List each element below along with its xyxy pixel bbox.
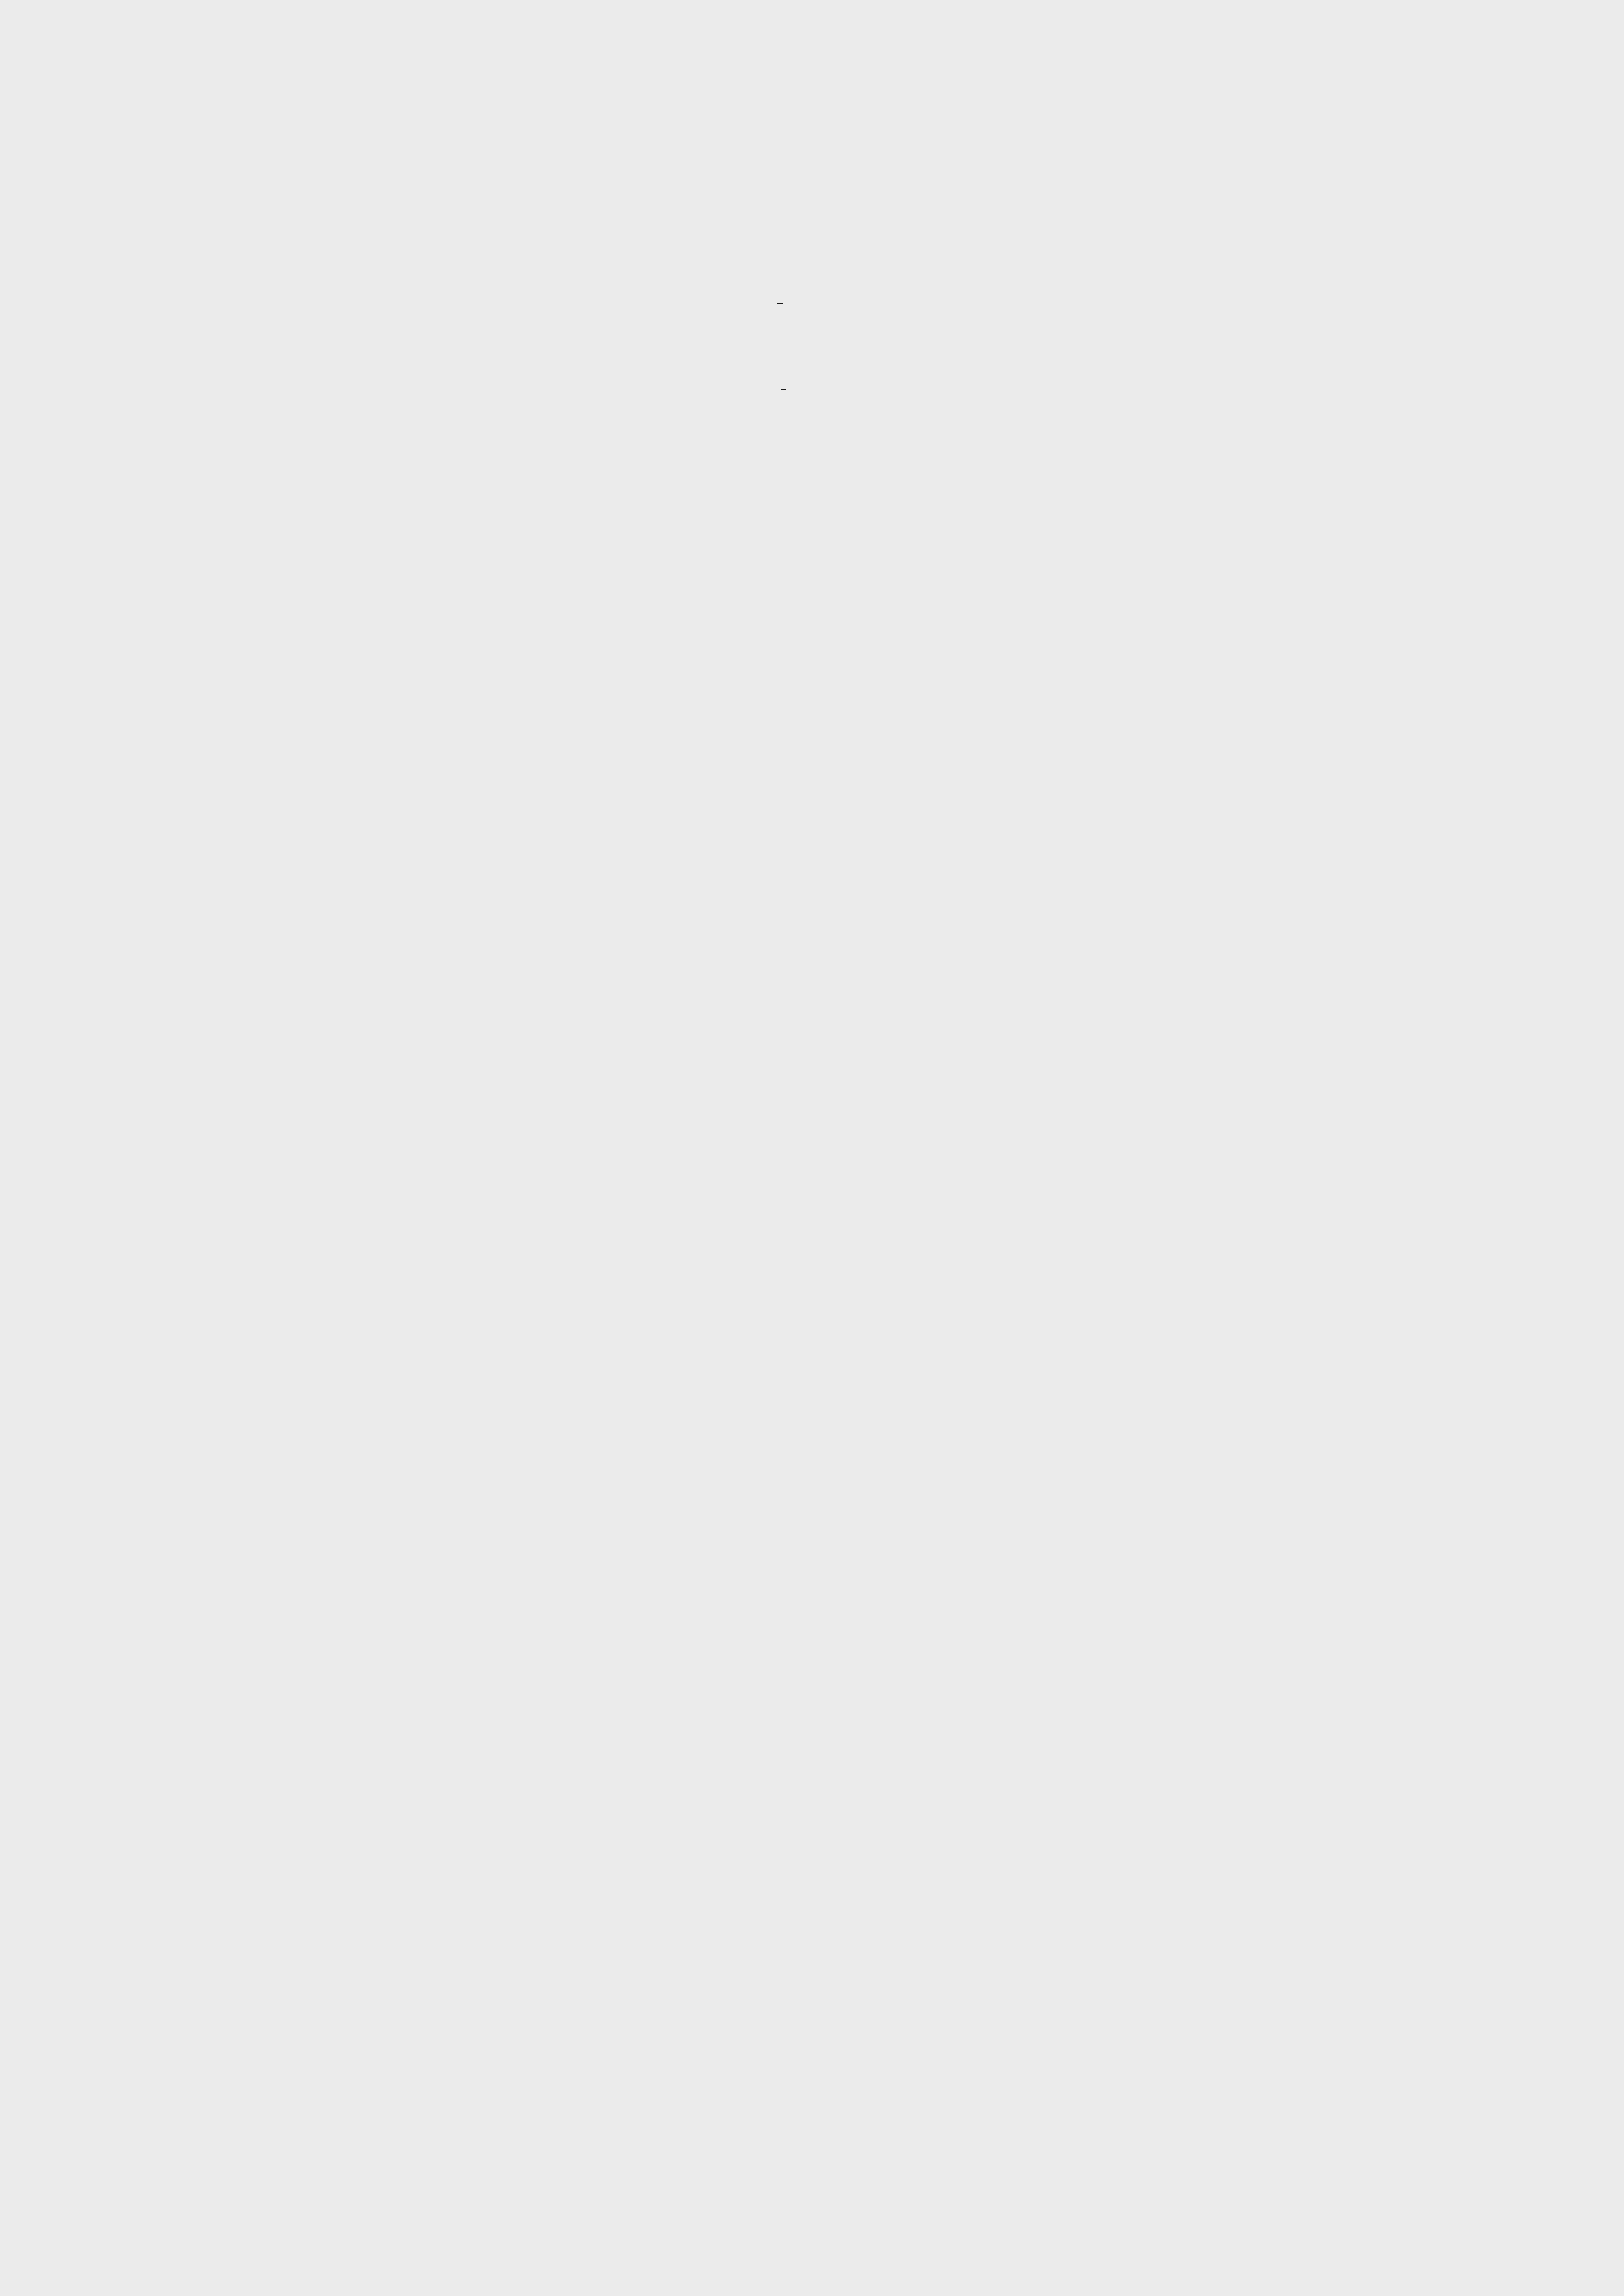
page-content (116, 224, 1431, 436)
formula-2 (116, 342, 1431, 436)
fraction-numerator (781, 388, 786, 390)
formula-fraction (777, 302, 783, 305)
fraction-numerator (777, 302, 783, 304)
formula-1 (116, 265, 1431, 342)
formula-fraction (781, 388, 786, 391)
